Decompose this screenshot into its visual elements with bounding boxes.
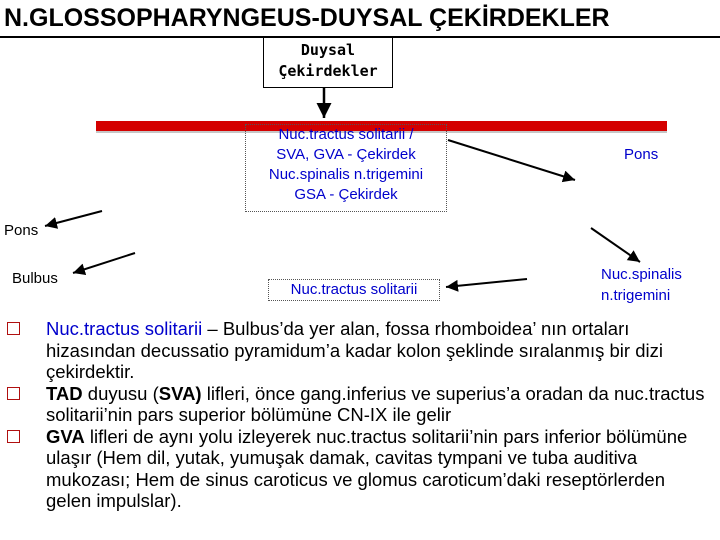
center-box-line2: Çekirdekler [278, 62, 378, 80]
arrow-to-nuc-spinalis [591, 228, 640, 262]
bullet-text: – Bulbus’da yer alan, fossa rhomboidea’ nın ortaları hizasından decussatio pyramidum’a kadar kolon şeklinde sıralanmış bir dizi çekirdektir. [46, 318, 663, 382]
bullet-bold: TAD [46, 382, 83, 404]
pons-label-left: Pons [4, 222, 39, 239]
nts-label-box: Nuc.tractus solitarii [268, 279, 440, 301]
bullet-bold: GVA [46, 425, 85, 447]
nuc-spinalis-line1: Nuc.spinalis [601, 266, 682, 283]
mid-box-line4: GSA - Çekirdek [294, 186, 398, 203]
bulbus-label: Bulbus [12, 270, 58, 287]
bullet-text: lifleri, önce gang.inferius ve superius’a oradan da nuc.tractus solitarii’nin pars superior bölümüne CN-IX ile gelir [46, 382, 705, 425]
bullet-bold: SVA) [158, 382, 202, 404]
mid-box-line2: SVA, GVA - Çekirdek [276, 146, 416, 163]
bullet-text: lifleri de aynı yolu izleyerek nuc.tractus solitarii’nin pars inferior bölümüne ulaşır (Hem dil, yutak, yumuşak damak, cavitas tympani ve tuba auditiva mukozası; Hem de sinus caroticus ve glomus caroticum’daki reseptörlerden gelen impulslar). [46, 425, 688, 511]
page-title: N.GLOSSOPHARYNGEUS-DUYSAL ÇEKİRDEKLER [4, 4, 610, 32]
bullet-text: duyusu ( [82, 382, 159, 404]
mid-box-line1: Nuc.tractus solitarii / [278, 126, 414, 143]
bullet-item [0, 318, 715, 383]
nuc-spinalis-label [601, 264, 682, 306]
square-bullet-icon [7, 322, 20, 335]
square-bullet-icon [7, 387, 20, 400]
bullet-highlight: Nuc.tractus solitarii [46, 318, 203, 339]
arrow-to-pons-right [448, 140, 575, 180]
square-bullet-icon [7, 430, 20, 443]
arrow-to-nts [446, 279, 527, 287]
center-box-line1: Duysal [300, 41, 356, 59]
arrow-to-bulbus [73, 253, 135, 273]
arrow-to-pons-left [45, 211, 102, 226]
bullet-item [0, 383, 715, 426]
nuc-spinalis-line2: n.trigemini [601, 287, 671, 304]
bullet-item [0, 426, 715, 512]
nuclei-summary-box [245, 124, 447, 212]
pons-label-right: Pons [624, 146, 659, 163]
bullet-list [0, 318, 715, 512]
mid-box-line3: Nuc.spinalis n.trigemini [268, 166, 424, 183]
